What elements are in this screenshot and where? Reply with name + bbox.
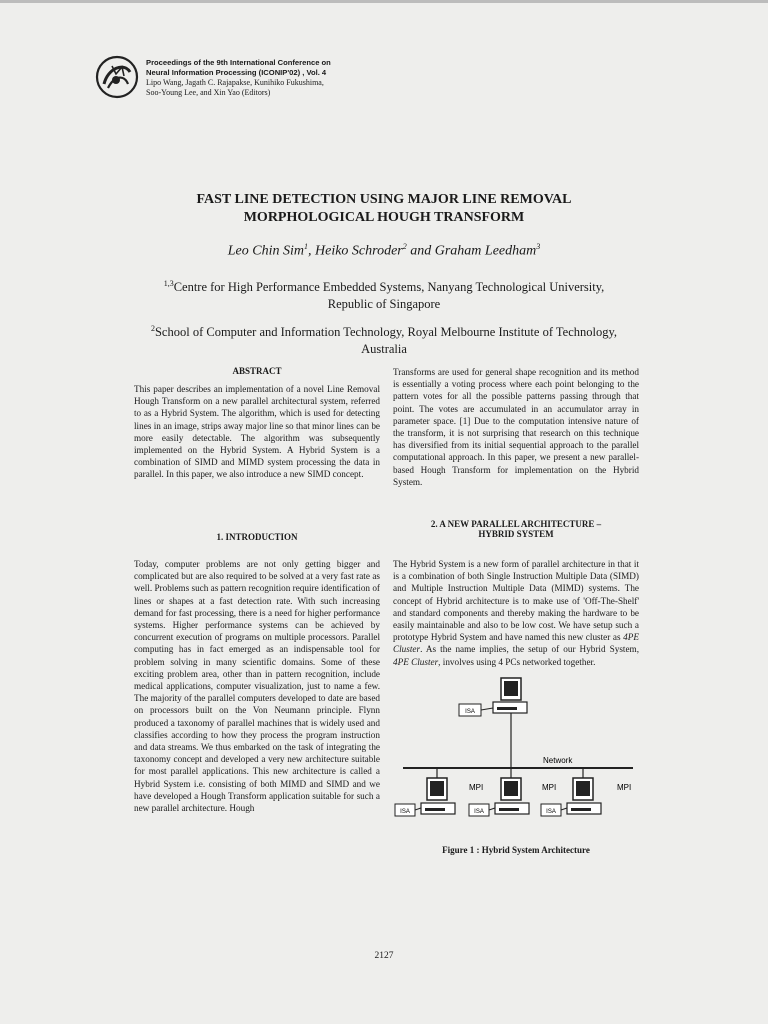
mpi-label-2: MPI [542,783,557,792]
author-1-sup: 1 [304,242,308,251]
affiliation-1 [0,275,768,313]
cluster-name-1: 4PE Cluster [393,632,639,655]
author-2: , Heiko Schroder [308,243,403,259]
affiliation-2-sup: 2 [150,324,155,333]
introduction-text: Today, computer problems are not only getting bigger and complicated but are also required to be solved at a very fast rate as well. Problems such as pattern recognition require identification of lines or shapes at a fast detection rate. With such increasing demand for fast processing, there is a need for higher performance systems. Higher performance systems can be achieved by concurrent execution of programs on multiple processors. Parallel computing has in fact emerged as an indispensable tool for problem solving in many scientific domains. Some of these exciting problem area, other than in pattern recognition, include medical applications, computer visualization, just to name a few. The majority of the parallel computers developed to date are based on processors built on the Von Neumann principle. Flynn produced a taxonomy of parallel machines that is widely used and classifies according to how they process the program instruction and data streams. We thus embarked on the task of integrating the taxonomy concept and developed a very new architecture suitable for most parallel applications. This new architecture is called a Hybrid System i.e. consisting of both MIMD and SIMD and we have developed a Hough Transform application suitable for such a new parallel architecture. Hough [134,559,380,814]
section-2-heading-line-1: 2. A NEW PARALLEL ARCHITECTURE – [430,519,602,529]
page-number: 2127 [374,951,394,961]
author-list [0,242,768,260]
top-pc [459,678,527,768]
section-2-heading [393,519,639,539]
section-2-text-part-2: . As the name implies, the setup of our Hybrid System, [420,644,639,655]
isa-label-1: ISA [400,809,410,815]
bottom-pc-3 [541,768,631,816]
section-2-text [393,558,639,668]
author-1: Leo Chin Sim [227,243,304,259]
paper-title-line-2: MORPHOLOGICAL HOUGH TRANSFORM [243,210,525,225]
mpi-label-3: MPI [617,783,632,792]
affiliation-2 [0,320,768,358]
editors-line-2: Soo-Young Lee, and Xin Yao (Editors) [146,88,271,97]
hybrid-system-diagram [393,676,639,836]
proceedings-line-1: Proceedings of the 9th International Conference on [146,58,331,67]
affiliation-1-line-1: Centre for High Performance Embedded Systems, Nanyang Technological University, [173,280,605,295]
affiliation-2-line-1: School of Computer and Information Technology, Royal Melbourne Institute of Technology, [154,325,618,340]
network-label: Network [543,756,573,765]
scan-edge [0,0,768,3]
isa-label-top: ISA [465,709,475,715]
affiliation-1-sup: 1,3 [163,279,174,288]
proceedings-header [146,58,331,98]
mpi-label-1: MPI [469,783,484,792]
author-3-sup: 3 [536,242,541,251]
abstract-text: This paper describes an implementation of a novel Line Removal Hough Transform on a new parallel architectural system, referred to as a Hybrid System. The algorithm, which is used for detecting lines in an image, strips away major line so that minor lines can be more easily detectable. The algorithm was subsequently implemented on the Hybrid System. A Hybrid System is a combination of SIMD and MIMD system processing the data in parallel. In this paper, we also introduce a new SIMD concept. [134,384,380,480]
affiliation-2-line-2: Australia [361,342,407,357]
proceedings-line-2: Neural Information Processing (ICONIP'02) , Vol. 4 [146,68,327,77]
author-3: and Graham Leedham [406,243,537,259]
paper-title-line-1: FAST LINE DETECTION USING MAJOR LINE REMOVAL [196,192,572,207]
abstract-heading: ABSTRACT [232,366,282,376]
section-2-text-part-3: , involves using 4 PCs networked together. [438,656,596,667]
affiliation-1-line-2: Republic of Singapore [327,297,441,312]
cluster-name-2: 4PE Cluster [393,656,439,667]
conference-logo [94,54,140,100]
author-2-sup: 2 [402,242,407,251]
editors-line-1: Lipo Wang, Jagath C. Rajapakse, Kunihiko Fukushima, [146,78,324,87]
section-2-text-part-1: The Hybrid System is a new form of parallel architecture in that it is a combination of both Single Instruction Multiple Data (SIMD) and Multiple Instruction Multiple Data (MIMD) systems. The concept of Hybrid architecture is to make use of 'Off-The-Shelf' and standard components and thereby making the hardware to be easily maintainable and also to be low cost. We have setup such a prototype Hybrid System and have named this new cluster as [393,559,639,643]
isa-label-3: ISA [546,809,556,815]
introduction-heading: 1. INTRODUCTION [216,532,298,542]
figure-caption: Figure 1 : Hybrid System Architecture [442,845,590,855]
right-column-intro-text: Transforms are used for general shape recognition and its method is essentially a voting process where each point belonging to the pattern votes for all the possible patterns passing through that point. The votes are accumulated in an accumulator array in parameter space. [1] Due to the computation intensive nature of the transform, it is not surprising that research on this technique has diversified from its initial sequential approach to the parallel computational approach. In this paper, we present a new parallel-based Hough Transform for implementation on the Hybrid System. [393,367,639,487]
section-2-heading-line-2: HYBRID SYSTEM [478,529,554,539]
isa-label-2: ISA [474,809,484,815]
